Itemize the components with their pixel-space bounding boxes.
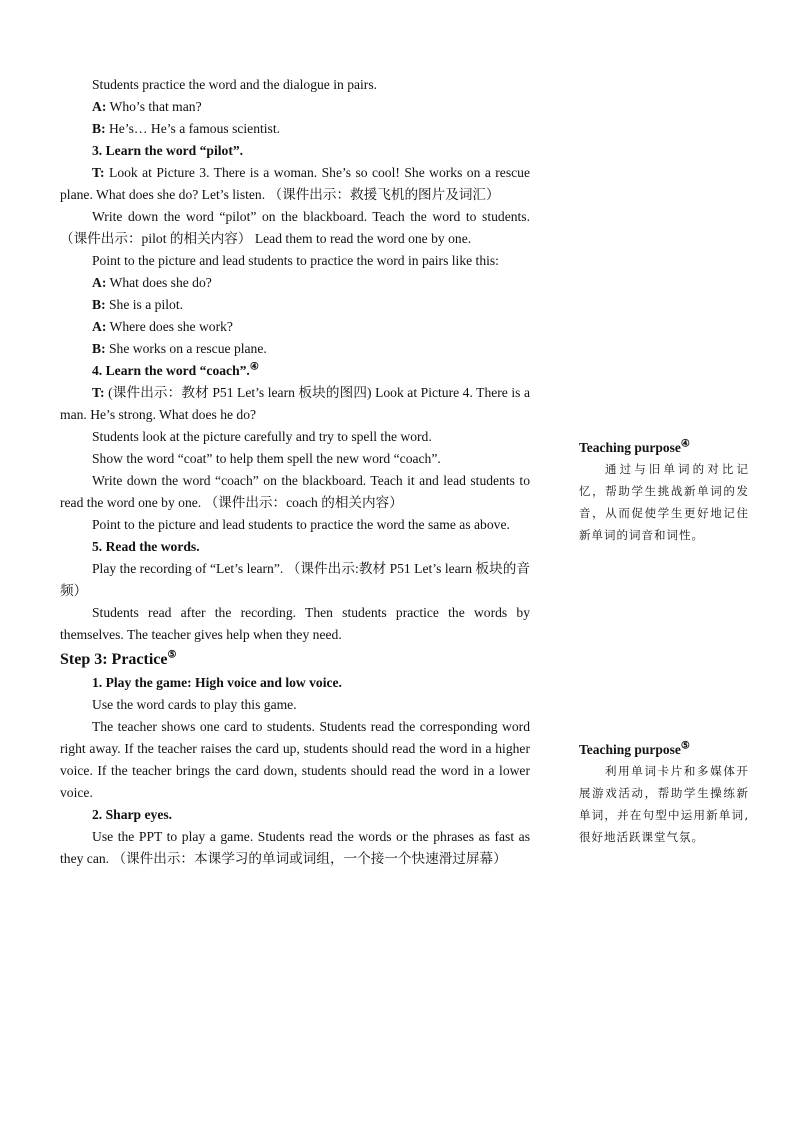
dialogue-line <box>60 272 530 294</box>
dialogue-line <box>60 118 530 140</box>
paragraph: The teacher shows one card to students. Students read the corresponding word right away. If the teacher raises the card up, students should read the word in a higher voice. If the teacher brings the card down, students should read the word in a lower voice. <box>60 719 530 800</box>
paragraph: Play the recording of “Let’s learn”. （课件出示:教材 P51 Let’s learn 板块的音频） <box>60 561 530 598</box>
heading-text: 4. Learn the word “coach”. <box>92 363 250 378</box>
paragraph: Students practice the word and the dialogue in pairs. <box>92 77 378 92</box>
note-title <box>579 740 749 760</box>
teaching-purpose-note <box>579 438 749 546</box>
paragraph <box>60 162 530 206</box>
footnote-marker: ⑤ <box>167 649 177 661</box>
note-body: 利用单词卡片和多媒体开展游戏活动，帮助学生操练新单词，并在句型中运用新单词,很好地活跃课堂气氛。 <box>579 764 749 844</box>
paragraph: Point to the picture and lead students to practice the word the same as above. <box>92 517 510 532</box>
dialogue-line <box>60 316 530 338</box>
paragraph: Write down the word “coach” on the blackboard. Teach it and lead students to read the word one by one. （课件出示：coach 的相关内容） <box>60 473 530 510</box>
speaker-label: B: <box>92 297 106 312</box>
footnote-marker: ④ <box>680 438 690 450</box>
speaker-label: B: <box>92 121 106 136</box>
dialogue-text: She is a pilot. <box>105 297 184 312</box>
dialogue-text: Where does she work? <box>106 319 233 334</box>
speaker-label: T: <box>92 165 105 180</box>
speaker-label: A: <box>92 99 107 114</box>
paragraph <box>60 382 530 426</box>
dialogue-text: She works on a rescue plane. <box>105 341 267 356</box>
paragraph: Use the word cards to play this game. <box>92 697 297 712</box>
dialogue-text: Who’s that man? <box>106 99 202 114</box>
section-heading: 5. Read the words. <box>92 539 200 554</box>
dialogue-line <box>60 96 530 118</box>
paragraph: Students read after the recording. Then students practice the words by themselves. The teacher gives help when they need. <box>60 605 530 642</box>
note-title-text: Teaching purpose <box>579 440 681 455</box>
teaching-purpose-note <box>579 740 749 848</box>
note-title-text: Teaching purpose <box>579 742 681 757</box>
section-heading: 2. Sharp eyes. <box>92 807 173 822</box>
speaker-label: B: <box>92 341 106 356</box>
note-body: 通过与旧单词的对比记忆，帮助学生挑战新单词的发音，从而促使学生更好地记住新单词的词音和词性。 <box>579 462 749 542</box>
footnote-marker: ④ <box>249 361 259 373</box>
paragraph: Write down the word “pilot” on the blackboard. Teach the word to students. （课件出示：pilot 的相关内容） Lead them to read the word one by one. <box>60 209 530 246</box>
lesson-plan-body <box>60 74 530 870</box>
step-heading-text: Step 3: Practice <box>60 651 168 668</box>
paragraph: Show the word “coat” to help them spell the new word “coach”. <box>92 451 441 466</box>
note-title <box>579 438 749 458</box>
speaker-label: A: <box>92 319 107 334</box>
paragraph: Use the PPT to play a game. Students read the words or the phrases as fast as they can. （课件出示：本课学习的单词或词组，一个接一个快速滑过屏幕） <box>60 829 530 866</box>
dialogue-line <box>60 294 530 316</box>
section-heading: 1. Play the game: High voice and low voice. <box>92 675 342 690</box>
paragraph: Students look at the picture carefully and try to spell the word. <box>92 429 432 444</box>
paragraph: Point to the picture and lead students to practice the word in pairs like this: <box>92 253 499 268</box>
speaker-label: T: <box>92 385 105 400</box>
paragraph-text: Look at Picture 3. There is a woman. She’s so cool! She works on a rescue plane. What does she do? Let’s listen. （课件出示：救援飞机的图片及词汇） <box>60 165 530 202</box>
footnote-marker: ⑤ <box>680 740 690 752</box>
section-heading: 3. Learn the word “pilot”. <box>92 143 244 158</box>
section-heading <box>60 360 530 382</box>
speaker-label: A: <box>92 275 107 290</box>
dialogue-text: He’s… He’s a famous scientist. <box>105 121 281 136</box>
dialogue-line <box>60 338 530 360</box>
dialogue-text: What does she do? <box>106 275 212 290</box>
step-heading <box>60 648 530 672</box>
paragraph-text: (课件出示：教材 P51 Let’s learn 板块的图四) Look at Picture 4. There is a man. He’s strong. What does he do? <box>60 385 530 422</box>
